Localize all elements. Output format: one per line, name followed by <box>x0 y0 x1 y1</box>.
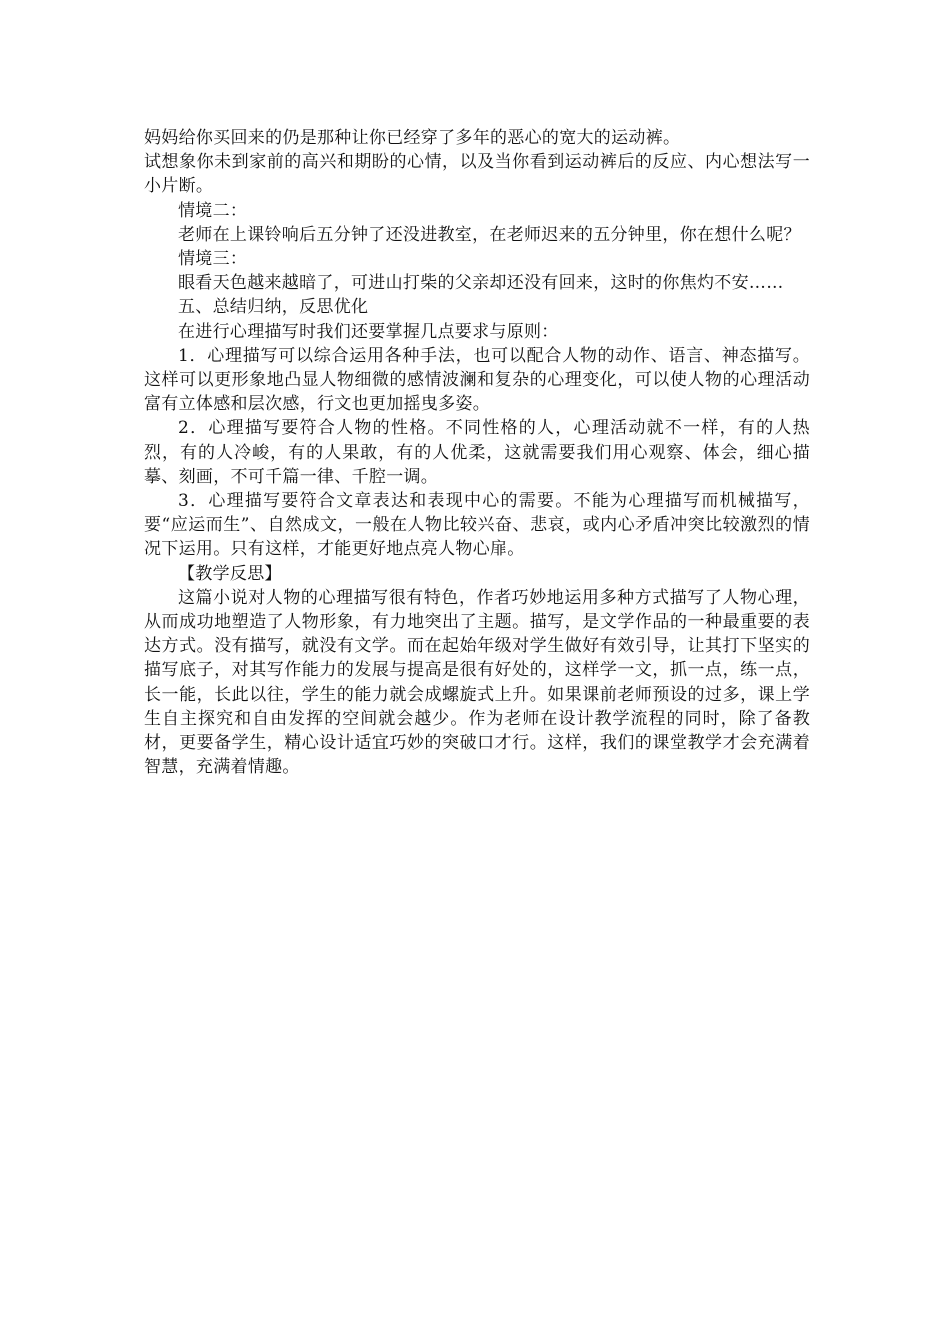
paragraph: 妈妈给你买回来的仍是那种让你已经穿了多年的恶心的宽大的运动裤。 <box>144 128 681 148</box>
paragraph: 这篇小说对人物的心理描写很有特色，作者巧妙地运用多种方式描写了人物心理，从而成功地塑造了人物形象，有力地突出了主题。描写，是文学作品的一种最重要的表达方式。没有描写，就没有文学。而在起始年级对学生做好有效引导，让其打下坚实的描写底子，对其写作能力的发展与提高是很有好处的，这样学一文，抓一点，练一点，长一能，长此以往，学生的能力就会成螺旋式上升。如果课前老师预设的过多，课上学生自主探究和自由发挥的空间就会越少。作为老师在设计教学流程的同时，除了备教材，更要备学生，精心设计适宜巧妙的突破口才行。这样，我们的课堂教学才会充满着智慧，充满着情趣。 <box>144 587 810 778</box>
list-item: 1．心理描写可以综合运用各种手法，也可以配合人物的动作、语言、神态描写。这样可以更形象地凸显人物细微的感情波澜和复杂的心理变化，可以使人物的心理活动富有立体感和层次感，行文也更加摇曳多姿。 <box>144 345 810 415</box>
paragraph: 在进行心理描写时我们还要掌握几点要求与原则： <box>178 321 559 342</box>
list-item: 3．心理描写要符合文章表达和表现中心的需要。不能为心理描写而机械描写，要“应运而生”、自然成文，一般在人物比较兴奋、悲哀，或内心矛盾冲突比较激烈的情况下运用。只有这样，才能更好地点亮人物心扉。 <box>144 491 810 560</box>
list-item: 2．心理描写要符合人物的性格。不同性格的人，心理活动就不一样，有的人热烈，有的人冷峻，有的人果敢，有的人优柔，这就需要我们用心观察、体会，细心描摹、刻画，不可千篇一律、千腔一调。 <box>144 418 810 487</box>
scenario-heading: 情境二： <box>178 200 248 221</box>
paragraph: 试想象你未到家前的高兴和期盼的心情，以及当你看到运动裤后的反应、内心想法写一小片断。 <box>144 152 810 197</box>
section-heading: 【教学反思】 <box>178 563 282 584</box>
section-heading: 五、总结归纳，反思优化 <box>178 297 369 318</box>
paragraph: 老师在上课铃响后五分钟了还没进教室，在老师迟来的五分钟里，你在想什么呢？ <box>178 224 801 245</box>
paragraph: 眼看天色越来越暗了，可进山打柴的父亲却还没有回来，这时的你焦灼不安…… <box>178 273 784 294</box>
document-body <box>144 126 810 779</box>
scenario-heading: 情境三： <box>178 249 248 270</box>
